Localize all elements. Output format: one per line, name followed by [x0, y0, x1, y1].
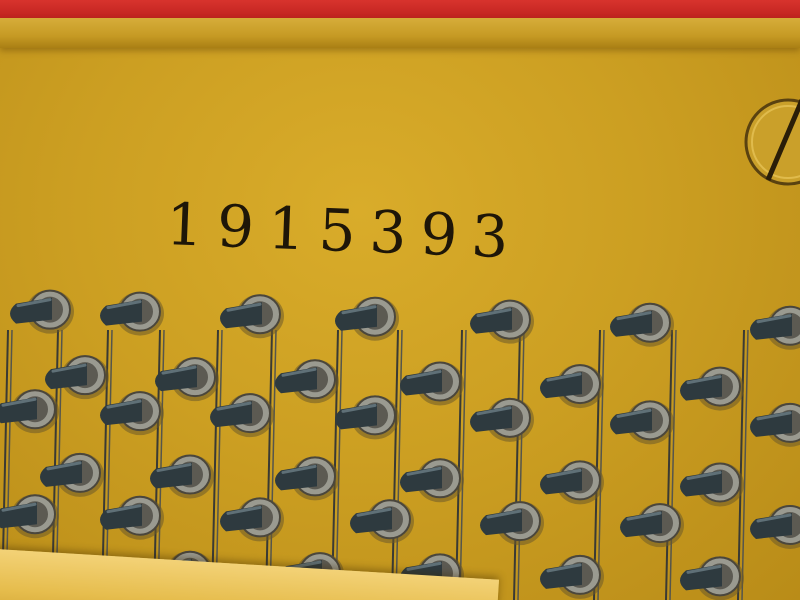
tuning-pin: [750, 403, 800, 447]
tuning-pin: [45, 355, 109, 399]
tuning-pin: [540, 364, 604, 408]
tuning-pin: [750, 505, 800, 549]
tuning-pin: [275, 359, 339, 403]
tuning-pin: [680, 463, 744, 507]
tuning-pin: [470, 398, 534, 442]
tuning-pin: [335, 297, 399, 341]
tuning-pin: [750, 306, 800, 350]
tuning-pin: [610, 303, 674, 347]
tuning-pin: [480, 501, 544, 545]
tuning-pin: [610, 400, 674, 444]
tuning-pin: [335, 395, 399, 439]
tuning-pin: [540, 460, 604, 504]
tuning-pin: [100, 496, 164, 540]
tuning-pin: [150, 455, 214, 499]
tuning-pin: [40, 453, 104, 497]
tuning-pin: [155, 357, 219, 401]
tuning-pin: [400, 362, 464, 406]
tuning-pin: [0, 389, 59, 433]
serial-number: 1915393: [164, 190, 524, 272]
tuning-pin: [220, 294, 284, 338]
tuning-pin: [680, 556, 744, 600]
tuning-pin: [220, 497, 284, 541]
tuning-pin: [10, 290, 74, 334]
tuning-pin: [620, 503, 684, 547]
tuning-pin: [470, 300, 534, 344]
tuning-pin: [275, 456, 339, 500]
tuning-pin: [350, 499, 414, 543]
tuning-pin: [400, 458, 464, 502]
tuning-pin: [100, 292, 164, 336]
tuning-pin: [680, 367, 744, 411]
tuning-pin: [540, 555, 604, 599]
